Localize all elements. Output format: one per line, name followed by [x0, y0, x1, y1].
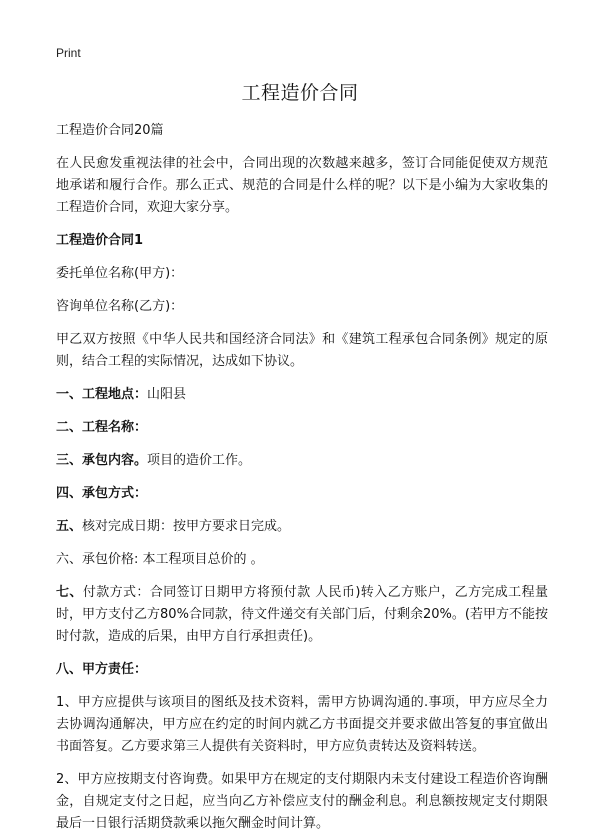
- client-name-line: 委托单位名称(甲方)：: [56, 266, 184, 281]
- clause-1-value: 山阳县: [147, 387, 187, 402]
- clause-7-label: 七、: [56, 585, 83, 600]
- consultant-name-line: 咨询单位名称(乙方)：: [56, 299, 184, 314]
- clause-6: 六、承包价格: 本工程项目总价的 。: [56, 552, 264, 567]
- clause-2-label: 二、工程名称：: [56, 420, 148, 435]
- print-link[interactable]: Print: [56, 46, 81, 60]
- clause-3-value: 项目的造价工作。: [147, 453, 252, 468]
- duty-2-paragraph: 2、甲方应按期支付咨询费。如果甲方在规定的支付期限内未支付建设工程造价咨询酬金，自规定支付之日起，应当向乙方补偿应支付的酬金利息。利息额按规定支付期限最后一日银行活期贷款乘以拖欠酬金时间计算。: [56, 772, 548, 831]
- clause-3: [56, 450, 548, 472]
- clause-7: [56, 582, 548, 648]
- document-title: 工程造价合同: [241, 82, 359, 104]
- clause-3-label: 三、承包内容。: [56, 453, 148, 468]
- clause-2: [56, 417, 548, 439]
- clause-8-heading: 八、甲方责任：: [56, 662, 148, 677]
- document-body: [56, 120, 548, 835]
- clause-4: [56, 483, 548, 505]
- intro-paragraph: 在人民愈发重视法律的社会中，合同出现的次数越来越多，签订合同能促使双方规范地承诺和履行合作。那么正式、规范的合同是什么样的呢？以下是小编为大家收集的工程造价合同，欢迎大家分享。: [56, 156, 548, 215]
- clause-5-label: 五、: [56, 519, 83, 534]
- contract-heading: 工程造价合同1: [56, 233, 144, 248]
- clause-1: [56, 384, 548, 406]
- clause-5-value: 核对完成日期：按甲方要求日完成。: [82, 519, 291, 534]
- clause-5: [56, 516, 548, 538]
- duty-1-paragraph: 1、甲方应提供与该项目的图纸及技术资料，需甲方协调沟通的.事项，甲方应尽全力去协调沟通解决，甲方应在约定的时间内就乙方书面提交并要求做出答复的事宜做出书面答复。乙方要求第三人提供有关资料时，甲方应负责转达及资料转送。: [56, 695, 548, 754]
- clause-7-value: 付款方式：合同签订日期甲方将预付款 人民币)转入乙方账户，乙方完成工程量时，甲方支付乙方80%合同款，待文件递交有关部门后，付剩余20%。(若甲方不能按时付款，造成的后果，由甲方自行承担责任)。: [56, 585, 548, 644]
- preamble-paragraph: 甲乙双方按照《中华人民共和国经济合同法》和《建筑工程承包合同条例》规定的原则，结合工程的实际情况，达成如下协议。: [56, 332, 548, 369]
- clause-4-label: 四、承包方式：: [56, 486, 148, 501]
- document-subtitle: 工程造价合同20篇: [56, 123, 164, 138]
- clause-1-label: 一、工程地点：: [56, 387, 148, 402]
